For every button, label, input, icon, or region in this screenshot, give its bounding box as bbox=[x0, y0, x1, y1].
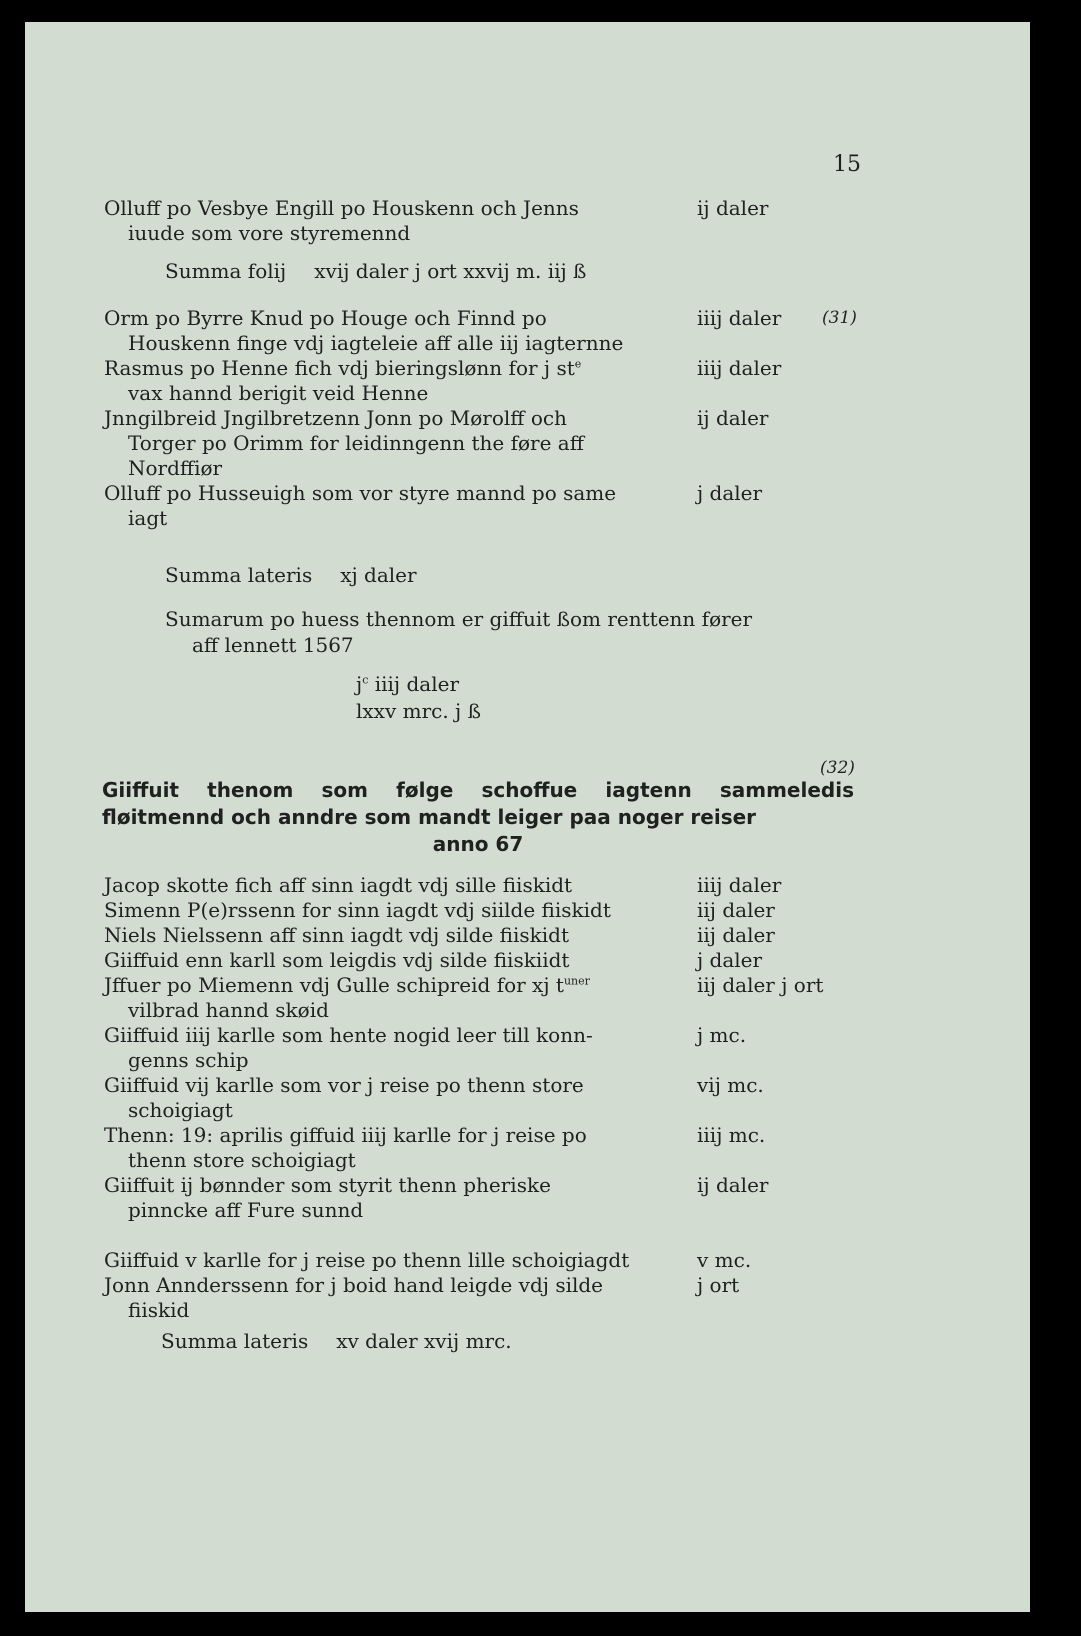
entry-amount: iij daler j ort bbox=[697, 973, 824, 997]
entry-amount: j ort bbox=[697, 1273, 740, 1297]
entry-amount: iiij daler bbox=[697, 306, 782, 330]
ledger-entry: Giiffuid vij karlle som vor j reise po thenn store schoigiagt bbox=[104, 1073, 584, 1122]
entry-amount: iij daler bbox=[697, 898, 775, 922]
entry-amount: ij daler bbox=[697, 196, 769, 220]
ledger-entry: Jffuer po Miemenn vdj Gulle schipreid for xj $t^{uner}$ vilbrad hannd skøid bbox=[104, 973, 590, 1022]
ledger-entry: Jonn Annderssenn for j boid hand leigde vdj silde fiiskid bbox=[104, 1273, 604, 1322]
summa-folij: Summa folij xvij daler j ort xxvij m. iij ß bbox=[165, 259, 587, 283]
entry-amount: ij daler bbox=[697, 1173, 769, 1197]
entry-amount: iiij daler bbox=[697, 356, 782, 380]
section-heading: Giiffuit thenom som følge schoffue iagtenn sammeledis fløitmennd och anndre som mandt leiger paa noger reiser anno 67 bbox=[102, 778, 854, 856]
entry-amount: j daler bbox=[697, 481, 763, 505]
ledger-entry: Olluff po Husseuigh som vor styre mannd po same iagt bbox=[104, 481, 617, 530]
ledger-entry: Giiffuid enn karll som leigdis vdj silde fiiskiidt bbox=[104, 948, 570, 972]
summa-lateris: Summa lateris xv daler xvij mrc. bbox=[161, 1329, 512, 1353]
ledger-entry: Rasmus po Henne fich vdj bieringslønn for j $st^e$ vax hannd berigit veid Henne bbox=[104, 356, 582, 405]
entry-amount: ij daler bbox=[697, 406, 769, 430]
sumarum-total: $j^c$ iiij daler lxxv mrc. j ß bbox=[356, 672, 481, 723]
entry-amount: v mc. bbox=[697, 1248, 752, 1272]
ledger-entry: Thenn: 19: aprilis giffuid iiij karlle for j reise po thenn store schoigiagt bbox=[104, 1123, 587, 1172]
margin-reference: (31) bbox=[822, 308, 857, 328]
entry-amount: vij mc. bbox=[697, 1073, 764, 1097]
entry-amount: j daler bbox=[697, 948, 763, 972]
ledger-entry: Giiffuid v karlle for j reise po thenn lille schoigiagdt bbox=[104, 1248, 630, 1272]
ledger-entry: Olluff po Vesbye Engill po Houskenn och Jenns iuude som vore styremennd bbox=[104, 196, 579, 245]
ledger-entry: Giiffuit ij bønnder som styrit thenn pheriske pinncke aff Fure sunnd bbox=[104, 1173, 551, 1222]
ledger-entry: Jacop skotte fich aff sinn iagdt vdj sille fiiskidt bbox=[104, 873, 573, 897]
ledger-entry: Orm po Byrre Knud po Houge och Finnd po Houskenn finge vdj iagteleie aff alle iij iagternne bbox=[104, 306, 624, 355]
entry-amount: j mc. bbox=[697, 1023, 747, 1047]
ledger-entry: Jnngilbreid Jngilbretzenn Jonn po Mørolff och Torger po Orimm for leidinngenn the føre aff Nordffiør bbox=[104, 406, 584, 480]
entry-amount: iiij daler bbox=[697, 873, 782, 897]
summa-lateris: Summa lateris xj daler bbox=[165, 563, 417, 587]
page-number: 15 bbox=[833, 152, 861, 177]
sumarum-text: Sumarum po huess thennom er giffuit ßom renttenn fører aff lennett 1567 bbox=[165, 607, 753, 657]
ledger-entry: Niels Nielssenn aff sinn iagdt vdj silde fiiskidt bbox=[104, 923, 570, 947]
entry-amount: iij daler bbox=[697, 923, 775, 947]
ledger-entry: Giiffuid iiij karlle som hente nogid leer till konn- genns schip bbox=[104, 1023, 593, 1072]
entry-amount: iiij mc. bbox=[697, 1123, 766, 1147]
ledger-entry: Simenn P(e)rssenn for sinn iagdt vdj siilde fiiskidt bbox=[104, 898, 611, 922]
margin-reference: (32) bbox=[820, 758, 855, 778]
